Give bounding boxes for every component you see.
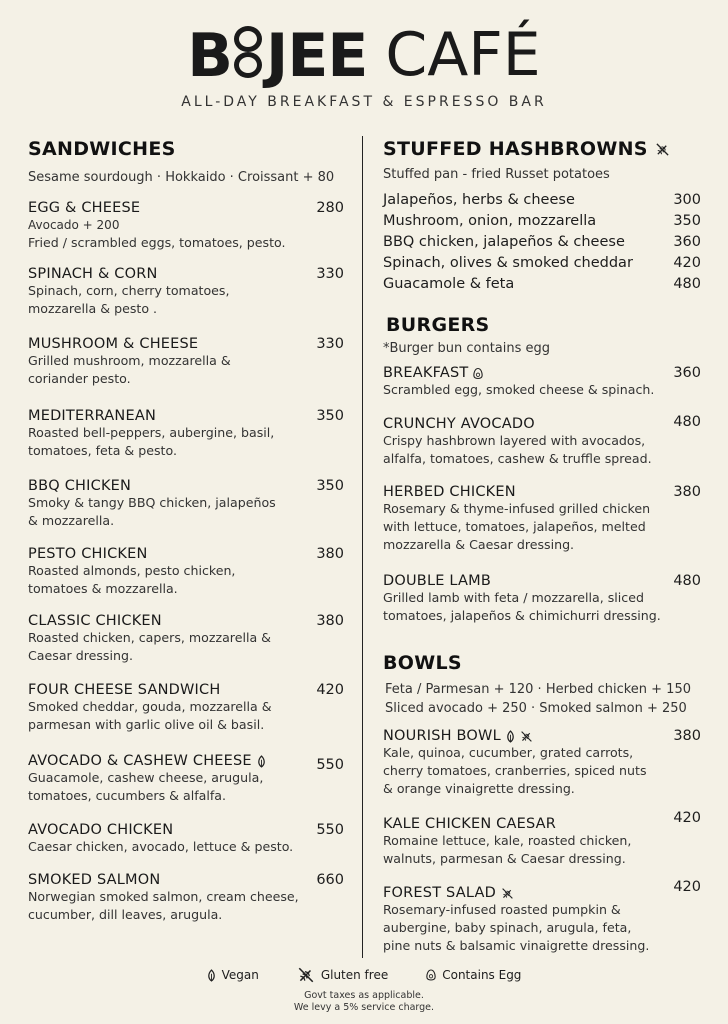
item-name (383, 885, 701, 901)
menu-item (383, 416, 701, 468)
item-name-text: BREAKFAST (383, 365, 469, 381)
item-name: PESTO CHICKEN (28, 546, 148, 562)
gluten-free-icon (501, 887, 514, 900)
item-desc: Kale, quinoa, cucumber, grated carrots, (383, 745, 634, 760)
item-desc: Grilled lamb with feta / mozzarella, sliced (383, 590, 644, 605)
item-desc: & mozzarella. (28, 513, 115, 528)
item-desc: tomatoes, cucumbers & alfalfa. (28, 788, 226, 803)
hashbrowns-subtitle: Stuffed pan - fried Russet potatoes (383, 167, 610, 182)
item-price: 350 (316, 478, 344, 494)
item-name: CRUNCHY AVOCADO (383, 416, 535, 432)
item-desc: Roasted chicken, capers, mozzarella & (28, 630, 271, 645)
tax-note (0, 990, 728, 1014)
service-charge-line: We levy a 5% service charge. (293, 1002, 435, 1013)
item-desc: Spinach, corn, cherry tomatoes, (28, 283, 230, 298)
menu-item (383, 484, 701, 554)
item-desc: Smoked cheddar, gouda, mozzarella & (28, 699, 272, 714)
item-price: 550 (316, 757, 344, 773)
item-name: MEDITERRANEAN (28, 408, 156, 424)
legend-vegan (207, 966, 259, 984)
item-name: MUSHROOM & CHEESE (28, 336, 199, 352)
menu-item (28, 408, 344, 460)
brand-logo (0, 20, 728, 91)
item-desc: Rosemary-infused roasted pumpkin & (383, 902, 621, 917)
item-name: AVOCADO CHICKEN (28, 822, 174, 838)
gluten-free-icon (297, 966, 315, 984)
item-price: 380 (316, 613, 344, 629)
list-item (383, 253, 701, 274)
item-name-text: NOURISH BOWL (383, 728, 501, 744)
item-price: 660 (316, 872, 344, 888)
logo-double-o-icon (234, 24, 264, 80)
item-name: HERBED CHICKEN (383, 484, 516, 500)
list-item (383, 190, 701, 211)
bowls-addons: Sliced avocado + 250 · Smoked salmon + 250 (385, 701, 687, 716)
item-price: 330 (316, 266, 344, 282)
vegan-leaf-icon (506, 730, 515, 743)
menu-item (28, 200, 344, 252)
menu-item (383, 365, 701, 399)
item-desc: Caesar dressing. (28, 648, 133, 663)
item-name: FOUR CHEESE SANDWICH (28, 682, 221, 698)
item-name: BBQ chicken, jalapeños & cheese (383, 234, 625, 250)
item-price: 420 (316, 682, 344, 698)
item-name (383, 728, 701, 744)
brand-name-light: CAFÉ (385, 20, 541, 90)
item-desc: coriander pesto. (28, 371, 131, 386)
gluten-free-icon (520, 730, 533, 743)
menu-item (383, 728, 701, 798)
bowls-title: BOWLS (383, 652, 462, 674)
menu-item (28, 336, 344, 388)
item-desc: mozzarella & Caesar dressing. (383, 537, 575, 552)
item-name: Jalapeños, herbs & cheese (383, 192, 575, 208)
item-name (28, 753, 344, 769)
item-name-text: AVOCADO & CASHEW CHEESE (28, 753, 252, 769)
item-desc: tomatoes, feta & pesto. (28, 443, 177, 458)
tax-note-line: Govt taxes as applicable. (304, 990, 424, 1001)
item-desc: aubergine, baby spinach, arugula, feta, (383, 920, 632, 935)
item-name: KALE CHICKEN CAESAR (383, 816, 557, 832)
item-name: CLASSIC CHICKEN (28, 613, 162, 629)
egg-icon (426, 969, 436, 981)
menu-item (28, 822, 344, 856)
item-name: SMOKED SALMON (28, 872, 161, 888)
item-desc: with lettuce, tomatoes, jalapeños, melted (383, 519, 646, 534)
hashbrowns-title: STUFFED HASHBROWNS (383, 138, 648, 160)
item-price: 280 (316, 200, 344, 216)
item-price: 360 (673, 234, 701, 250)
legend-label: Contains Egg (442, 968, 522, 982)
item-name: SPINACH & CORN (28, 266, 158, 282)
menu-item (28, 266, 344, 318)
list-item (383, 211, 701, 232)
burgers-title: BURGERS (386, 314, 490, 336)
menu-item (383, 573, 701, 625)
legend-gluten-free (297, 966, 388, 984)
item-price: 550 (316, 822, 344, 838)
list-item (383, 232, 701, 253)
burgers-note: *Burger bun contains egg (383, 341, 551, 356)
item-price: 330 (316, 336, 344, 352)
menu-item (383, 879, 701, 955)
legend-label: Gluten free (320, 968, 389, 982)
item-price: 360 (673, 365, 701, 381)
bread-options: Sesame sourdough · Hokkaido · Croissant + 80 (28, 170, 335, 185)
item-desc: Scrambled egg, smoked cheese & spinach. (383, 382, 655, 397)
item-name: DOUBLE LAMB (383, 573, 491, 589)
item-price: 420 (673, 810, 701, 826)
item-desc: Roasted bell-peppers, aubergine, basil, (28, 425, 275, 440)
gluten-free-icon (655, 142, 670, 157)
legend (0, 966, 728, 984)
item-desc: Rosemary & thyme-infused grilled chicken (383, 501, 651, 516)
menu-item (28, 682, 344, 734)
item-desc: Grilled mushroom, mozzarella & (28, 353, 231, 368)
hashbrowns-list (383, 190, 701, 295)
item-name (383, 365, 701, 381)
item-desc: walnuts, parmesan & Caesar dressing. (383, 851, 626, 866)
item-desc: Caesar chicken, avocado, lettuce & pesto. (28, 839, 294, 854)
section-title: SANDWICHES (28, 138, 176, 160)
menu-item (28, 613, 344, 665)
item-desc: alfalfa, tomatoes, cashew & truffle spread. (383, 451, 652, 466)
egg-icon (473, 367, 483, 380)
item-desc: Guacamole, cashew cheese, arugula, (28, 770, 264, 785)
vegan-leaf-icon (257, 755, 266, 768)
item-name: Spinach, olives & smoked cheddar (383, 255, 633, 271)
bowls-addons: Feta / Parmesan + 120 · Herbed chicken + 150 (385, 682, 691, 697)
item-desc: cucumber, dill leaves, arugula. (28, 907, 223, 922)
item-desc: mozzarella & pesto . (28, 301, 158, 316)
menu-item (28, 872, 344, 924)
item-price: 380 (316, 546, 344, 562)
item-name: BBQ CHICKEN (28, 478, 132, 494)
item-desc: parmesan with garlic olive oil & basil. (28, 717, 265, 732)
item-desc: tomatoes, jalapeños & chimichurri dressing. (383, 608, 661, 623)
item-price: 420 (673, 879, 701, 895)
column-divider (362, 136, 363, 958)
item-name: EGG & CHEESE (28, 200, 141, 216)
item-desc: pine nuts & balsamic vinaigrette dressing. (383, 938, 650, 953)
item-desc: cherry tomatoes, cranberries, spiced nuts (383, 763, 647, 778)
legend-egg (426, 966, 521, 984)
menu-item (28, 546, 344, 598)
item-price: 480 (673, 414, 701, 430)
item-desc: Crispy hashbrown layered with avocados, (383, 433, 646, 448)
item-price: 350 (316, 408, 344, 424)
item-price: 420 (673, 255, 701, 271)
menu-item (28, 753, 344, 805)
item-name: Mushroom, onion, mozzarella (383, 213, 597, 229)
legend-label: Vegan (221, 968, 259, 982)
item-desc: Fried / scrambled eggs, tomatoes, pesto. (28, 235, 286, 250)
item-price: 350 (673, 213, 701, 229)
menu-item (383, 810, 701, 868)
menu-item (28, 478, 344, 530)
section-title (383, 138, 670, 160)
item-desc: & orange vinaigrette dressing. (383, 781, 575, 796)
brand-tagline: ALL-DAY BREAKFAST & ESPRESSO BAR (181, 94, 547, 110)
item-price: 480 (673, 276, 701, 292)
item-name-text: FOREST SALAD (383, 885, 496, 901)
item-name: Guacamole & feta (383, 276, 515, 292)
item-desc: tomatoes & mozzarella. (28, 581, 178, 596)
item-price: 480 (673, 573, 701, 589)
item-desc: Romaine lettuce, kale, roasted chicken, (383, 833, 632, 848)
brand-name-bold: B JEE (187, 21, 368, 91)
item-extra: Avocado + 200 (28, 218, 120, 232)
list-item (383, 274, 701, 295)
vegan-leaf-icon (207, 969, 216, 982)
item-price: 380 (673, 728, 701, 744)
item-desc: Norwegian smoked salmon, cream cheese, (28, 889, 299, 904)
item-price: 380 (673, 484, 701, 500)
item-price: 300 (673, 192, 701, 208)
item-desc: Smoky & tangy BBQ chicken, jalapeños (28, 495, 276, 510)
item-desc: Roasted almonds, pesto chicken, (28, 563, 236, 578)
